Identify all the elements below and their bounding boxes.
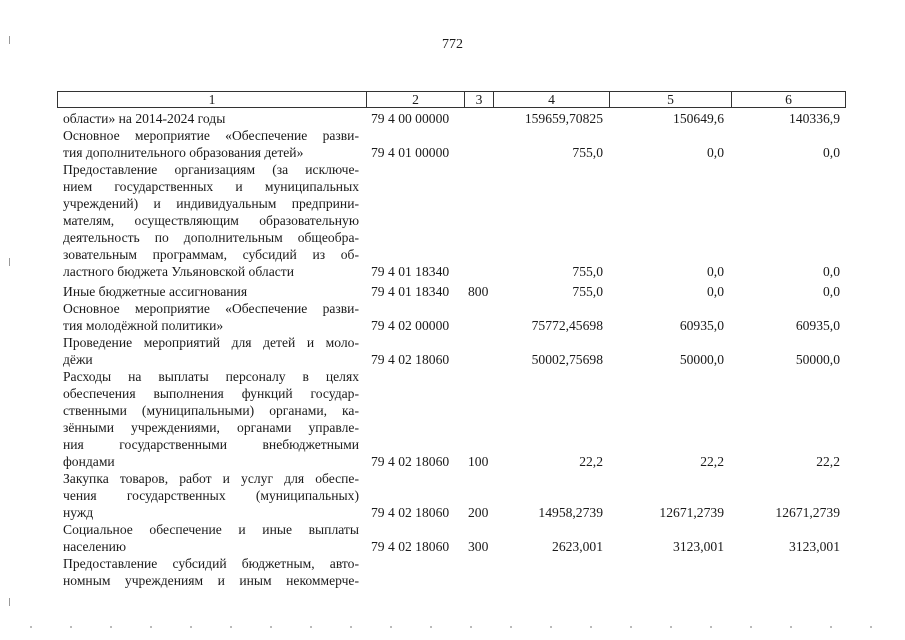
row-description [63, 555, 359, 589]
row-value-2026: 140336,9 [789, 111, 840, 126]
row-value-2025: 0,0 [707, 145, 724, 160]
row-value-2025: 22,2 [700, 454, 724, 469]
description-line: Иные бюджетные ассигнования [63, 284, 248, 299]
description-line: ластного бюджета Ульяновской области [63, 264, 294, 279]
description-line: Предоставление организациям (за исключе- [63, 162, 359, 177]
description-line: Проведение мероприятий для детей и моло- [63, 335, 359, 350]
row-value-2026: 0,0 [823, 284, 840, 299]
row-code: 79 4 01 18340 [371, 284, 450, 299]
row-expense-type: 300 [468, 539, 489, 554]
row-value-2026: 22,2 [816, 454, 840, 469]
description-line: Социальное обеспечение и иные выплаты [63, 522, 359, 537]
row-description [63, 127, 359, 161]
row-value-2025: 3123,001 [673, 539, 724, 554]
description-line: чения государственных (муниципальных) [63, 488, 359, 503]
column-header-5: 5 [610, 92, 732, 107]
row-value-2024: 755,0 [572, 264, 603, 279]
column-header-3: 3 [465, 92, 494, 107]
description-line: ния государственными внебюджетными [63, 437, 359, 452]
row-description [63, 300, 359, 334]
description-line: тия дополнительного образования детей» [63, 145, 304, 160]
row-value-2026: 0,0 [823, 264, 840, 279]
column-header-2: 2 [367, 92, 465, 107]
row-expense-type: 800 [468, 284, 489, 299]
description-line: зёнными учреждениями, органами управле- [63, 420, 359, 435]
description-line: нужд [63, 505, 94, 520]
row-value-2026: 60935,0 [795, 318, 840, 333]
description-line: Расходы на выплаты персоналу в целях [63, 369, 359, 384]
row-code: 79 4 01 00000 [371, 145, 450, 160]
description-line: дёжи [63, 352, 93, 367]
description-line: деятельность по дополнительным общеобра- [63, 230, 359, 245]
row-description [63, 368, 359, 470]
table-header [57, 91, 846, 108]
row-value-2026: 0,0 [823, 145, 840, 160]
description-line: нием государственных и муниципальных [63, 179, 359, 194]
description-line: зовательным программам, субсидий из об- [63, 247, 359, 262]
description-line: области» на 2014-2024 годы [63, 111, 226, 126]
row-code: 79 4 02 18060 [371, 539, 450, 554]
description-line: населению [63, 539, 127, 554]
margin-mark [9, 598, 10, 606]
description-line: Предоставление субсидий бюджетным, авто- [63, 556, 359, 571]
column-header-6: 6 [785, 92, 792, 107]
row-value-2024: 159659,70825 [524, 111, 603, 126]
margin-mark [9, 258, 10, 266]
row-value-2025: 0,0 [707, 264, 724, 279]
row-description [63, 161, 359, 280]
row-code: 79 4 02 18060 [371, 352, 450, 367]
row-value-2025: 60935,0 [679, 318, 724, 333]
description-line: Закупка товаров, работ и услуг для обеспе- [63, 471, 359, 486]
row-expense-type: 200 [468, 505, 489, 520]
description-line: обеспечения выполнения функций государ- [63, 386, 359, 401]
row-value-2024: 755,0 [572, 284, 603, 299]
row-value-2024: 75772,45698 [531, 318, 603, 333]
description-line: фондами [63, 454, 115, 469]
margin-mark [9, 36, 10, 44]
row-value-2024: 50002,75698 [531, 352, 603, 367]
row-value-2026: 50000,0 [795, 352, 840, 367]
row-value-2025: 12671,2739 [659, 505, 724, 520]
page-number: 772 [442, 37, 463, 52]
row-code: 79 4 00 00000 [371, 111, 450, 126]
description-line: Основное мероприятие «Обеспечение разви- [63, 128, 359, 143]
row-description [63, 334, 359, 368]
row-description [63, 110, 359, 127]
row-value-2025: 0,0 [707, 284, 724, 299]
description-line: учреждений) и индивидуальным предприни- [63, 196, 359, 211]
row-value-2026: 12671,2739 [775, 505, 840, 520]
description-line: мателям, осуществляющим образовательную [63, 213, 359, 228]
scan-artifacts [30, 626, 880, 628]
row-description [63, 470, 359, 521]
row-value-2026: 3123,001 [789, 539, 840, 554]
row-code: 79 4 02 18060 [371, 454, 450, 469]
column-header-1: 1 [58, 92, 367, 107]
row-code: 79 4 02 18060 [371, 505, 450, 520]
row-description [63, 283, 359, 300]
row-description [63, 521, 359, 555]
row-value-2024: 755,0 [572, 145, 603, 160]
row-code: 79 4 02 00000 [371, 318, 450, 333]
row-value-2025: 150649,6 [673, 111, 724, 126]
description-line: тия молодёжной политики» [63, 318, 224, 333]
description-line: номным учреждениям и иным некоммерче- [63, 573, 359, 588]
row-value-2024: 22,2 [579, 454, 603, 469]
row-value-2024: 2623,001 [552, 539, 603, 554]
description-line: ственными (муниципальными) органами, ка- [63, 403, 359, 418]
row-value-2025: 50000,0 [679, 352, 724, 367]
row-value-2024: 14958,2739 [538, 505, 603, 520]
description-line: Основное мероприятие «Обеспечение разви- [63, 301, 359, 316]
column-header-4: 4 [494, 92, 610, 107]
row-code: 79 4 01 18340 [371, 264, 450, 279]
row-expense-type: 100 [468, 454, 489, 469]
